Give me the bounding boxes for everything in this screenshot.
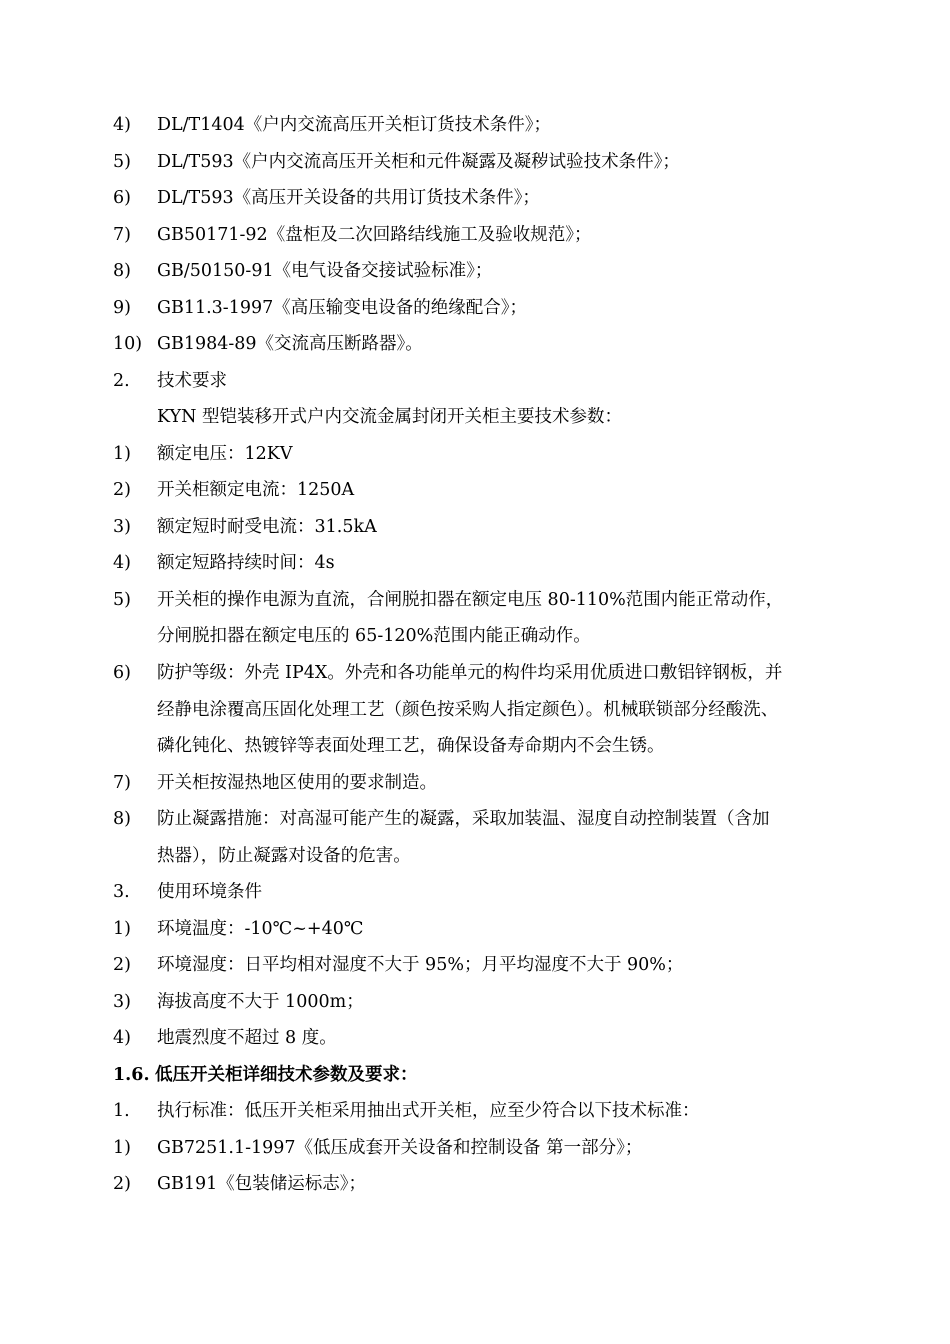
list-item-continuation [157, 623, 591, 649]
subsection-heading [113, 1062, 418, 1088]
paragraph-text: KYN 型铠装移开式户内交流金属封闭开关柜主要技术参数： [157, 407, 623, 427]
section-heading [113, 879, 262, 905]
section-number: 1.6. [113, 1065, 150, 1085]
item-number: 8) [113, 261, 131, 281]
item-text: 额定短路持续时间：4s [157, 553, 335, 573]
item-text: 防护等级：外壳 IP4X。外壳和各功能单元的构件均采用优质进口敷铝锌钢板，并 [157, 663, 783, 683]
list-item [113, 916, 363, 942]
section-title: 低压开关柜详细技术参数及要求： [155, 1065, 418, 1085]
item-number: 1) [113, 1138, 131, 1158]
item-number: 7) [113, 225, 131, 245]
item-text: 开关柜额定电流：1250A [157, 480, 355, 500]
list-item [113, 185, 540, 211]
list-item [113, 295, 527, 321]
list-item-continuation [157, 843, 411, 869]
section-title: 使用环境条件 [157, 882, 262, 902]
list-item [113, 1135, 642, 1161]
item-number: 4) [113, 115, 131, 135]
item-number: 1) [113, 444, 131, 464]
paragraph-line [157, 404, 622, 430]
list-item [113, 1098, 700, 1124]
item-text: DL/T593《高压开关设备的共用订货技术条件》； [157, 188, 540, 208]
list-item [113, 258, 492, 284]
item-text: 地震烈度不超过 8 度。 [157, 1028, 337, 1048]
item-number: 1) [113, 919, 131, 939]
list-item [113, 441, 292, 467]
list-item [113, 806, 770, 832]
list-item [113, 770, 437, 796]
item-number: 4) [113, 553, 131, 573]
item-text: 环境湿度：日平均相对湿度不大于 95%；月平均湿度不大于 90%； [157, 955, 684, 975]
item-number: 7) [113, 773, 131, 793]
section-heading [113, 368, 227, 394]
list-item [113, 550, 335, 576]
item-text: GB7251.1-1997《低压成套开关设备和控制设备 第一部分》； [157, 1138, 643, 1158]
list-item [113, 989, 364, 1015]
list-item-continuation [157, 733, 665, 759]
item-number: 3) [113, 517, 131, 537]
item-text: 海拔高度不大于 1000m； [157, 992, 364, 1012]
item-number: 2) [113, 480, 131, 500]
list-item-continuation [157, 697, 778, 723]
item-number: 5) [113, 590, 131, 610]
item-number: 2) [113, 955, 131, 975]
item-number: 5) [113, 152, 131, 172]
item-text: 热器），防止凝露对设备的危害。 [157, 846, 411, 866]
item-number: 6) [113, 188, 131, 208]
list-item [113, 149, 680, 175]
item-text: 分闸脱扣器在额定电压的 65-120%范围内能正确动作。 [157, 626, 591, 646]
list-item [113, 514, 377, 540]
item-text: 环境温度：-10℃~+40℃ [157, 919, 364, 939]
item-text: 额定电压：12KV [157, 444, 293, 464]
item-text: GB11.3-1997《高压输变电设备的绝缘配合》； [157, 298, 528, 318]
item-text: DL/T593《户内交流高压开关柜和元件凝露及凝秽试验技术条件》； [157, 152, 680, 172]
item-text: 防止凝露措施：对高湿可能产生的凝露，采取加装温、湿度自动控制装置（含加 [157, 809, 770, 829]
item-text: GB50171-92《盘柜及二次回路结线施工及验收规范》； [157, 225, 592, 245]
list-item [113, 1025, 337, 1051]
item-number: 9) [113, 298, 131, 318]
item-text: 经静电涂覆高压固化处理工艺（颜色按采购人指定颜色）。机械联锁部分经酸洗、 [157, 700, 779, 720]
item-number: 2) [113, 1174, 131, 1194]
item-text: GB1984-89《交流高压断路器》。 [157, 334, 423, 354]
section-number: 2. [113, 371, 130, 391]
item-number: 4) [113, 1028, 131, 1048]
item-number: 10) [113, 334, 143, 354]
section-title: 技术要求 [157, 371, 227, 391]
list-item [113, 660, 782, 686]
item-number: 3) [113, 992, 131, 1012]
item-text: 开关柜按湿热地区使用的要求制造。 [157, 773, 437, 793]
item-text: DL/T1404《户内交流高压开关柜订货技术条件》； [157, 115, 552, 135]
list-item [113, 222, 591, 248]
item-number: 1. [113, 1101, 130, 1121]
list-item [113, 477, 354, 503]
item-text: 开关柜的操作电源为直流，合闸脱扣器在额定电压 80-110%范围内能正常动作， [157, 590, 784, 610]
item-number: 8) [113, 809, 131, 829]
list-item [113, 587, 783, 613]
item-text: 执行标准：低压开关柜采用抽出式开关柜，应至少符合以下技术标准： [157, 1101, 700, 1121]
item-text: 额定短时耐受电流：31.5kA [157, 517, 377, 537]
list-item [113, 331, 423, 357]
item-text: GB/50150-91《电气设备交接试验标准》； [157, 261, 493, 281]
item-number: 6) [113, 663, 131, 683]
section-number: 3. [113, 882, 130, 902]
list-item [113, 1171, 366, 1197]
item-text: GB191《包装储运标志》； [157, 1174, 366, 1194]
list-item [113, 952, 683, 978]
list-item [113, 112, 551, 138]
item-text: 磷化钝化、热镀锌等表面处理工艺，确保设备寿命期内不会生锈。 [157, 736, 665, 756]
